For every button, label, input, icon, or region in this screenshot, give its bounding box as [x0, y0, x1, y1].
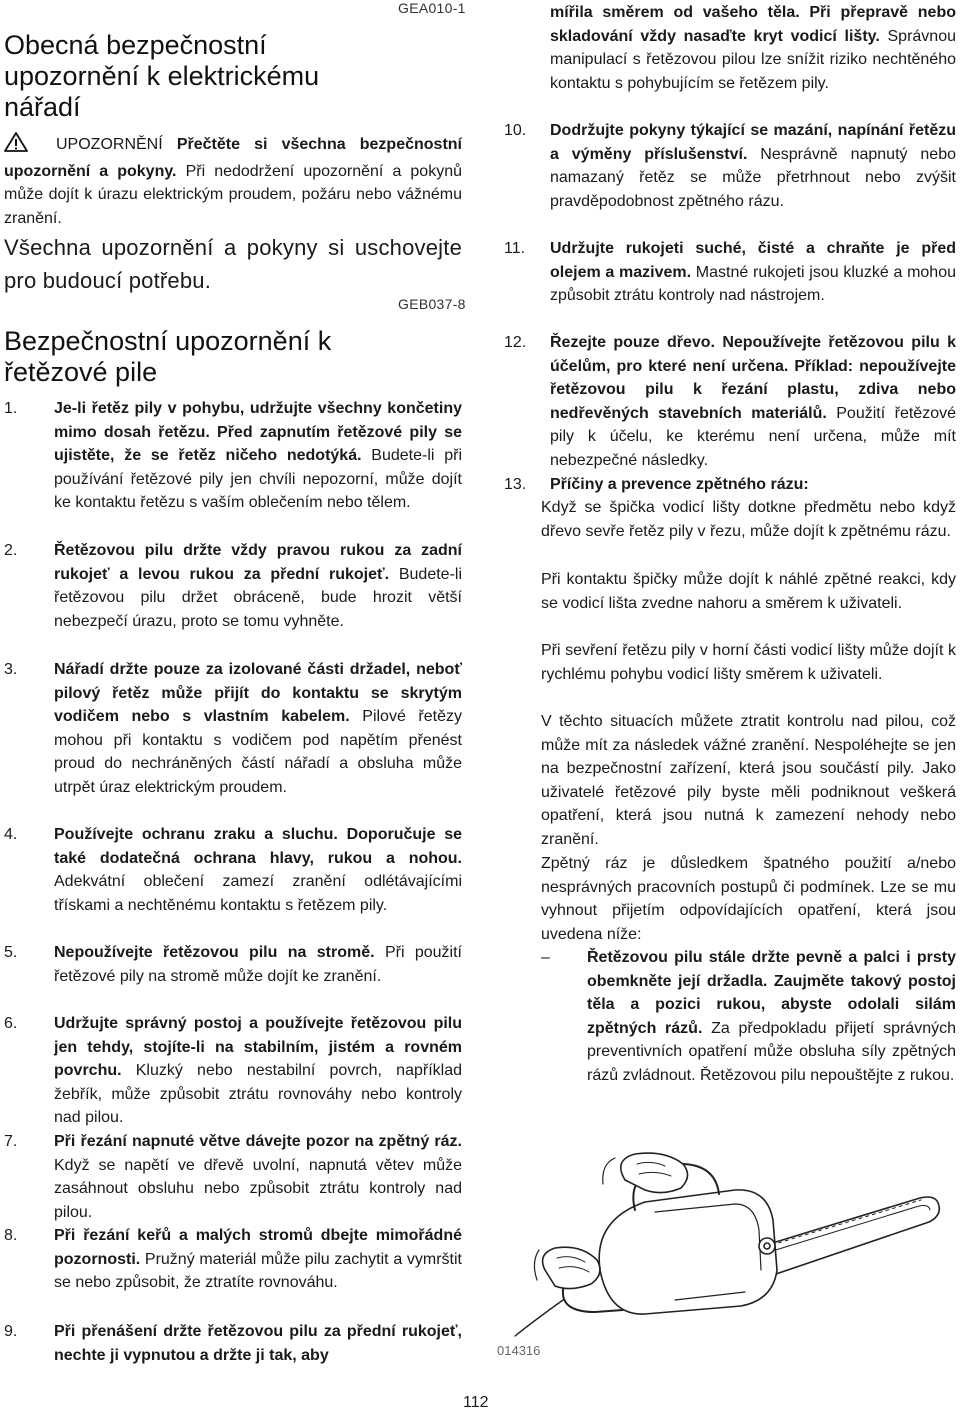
- item-text: Mastné rukojeti jsou kluzké a mohou způsobit ztrátu kontroly nad nástrojem.: [550, 263, 956, 304]
- safety-item: [4, 941, 462, 988]
- warning-paragraph: [4, 132, 462, 230]
- safety-item: [4, 1320, 462, 1367]
- item-bold: Nepoužívejte řetězovou pilu na stromě.: [54, 944, 375, 961]
- item-bold: Při řezání keřů a malých stromů dbejte mimořádné pozornosti.: [54, 1227, 462, 1268]
- item-bold: Udržujte rukojeti suché, čisté a chraňte je před olejem a mazivem.: [550, 240, 956, 281]
- general-title-line: Obecná bezpečnostní: [4, 30, 267, 60]
- item-number: 9.: [4, 1323, 18, 1340]
- safety-item: [4, 823, 462, 917]
- item-text: Pilové řetězy mohou při kontaktu s vodičem pod napětím přenést proud do nechráněných částí nářadí a obsluha může utrpět úraz elektrickým proudem.: [54, 708, 462, 796]
- chainsaw-illustration: [505, 1150, 945, 1340]
- dash-marker: –: [541, 949, 550, 966]
- dash-list-item: [541, 946, 956, 1087]
- item-bold: Při přenášení držte řetězovou pilu za přední rukojeť, nechte ji vypnutou a držte ji tak, aby: [54, 1323, 462, 1364]
- item-bold: Řetězovou pilu stále držte pevně a palci i prsty obemkněte její držadla. Zaujměte takový postoj těla a pozici rukou, abyste odolali silám zpětných rázů.: [587, 949, 956, 1037]
- safety-item: [4, 658, 462, 799]
- warning-bold-text: Přečtěte si všechna bezpečnostní upozornění a pokyny.: [4, 136, 462, 180]
- safety-item: [504, 119, 956, 213]
- item-number: 1.: [4, 400, 18, 417]
- item-number: 6.: [4, 1015, 18, 1032]
- kickback-paragraph: Když se špička vodicí lišty dotkne předmětu nebo když dřevo sevře řetěz pily v řezu, může dojít k zpětnému rázu.: [541, 499, 956, 540]
- general-title: [4, 30, 319, 123]
- page-number: 112: [463, 1394, 489, 1411]
- item-number: 2.: [4, 542, 18, 559]
- item-number: 3.: [4, 661, 18, 678]
- item-text: Kluzký nebo nestabilní povrch, například žebřík, může způsobit ztrátu rovnováhy nebo kontroly nad pilou.: [54, 1062, 462, 1126]
- item-bold: Řetězovou pilu držte vždy pravou rukou za zadní rukojeť a levou rukou za přední rukojeť.: [54, 542, 462, 583]
- item-text: Za předpokladu přijetí správných preventivních opatření může obsluha síly zpětných rázů zvládnout. Řetězovou pilu nepouštějte z rukou.: [587, 1019, 956, 1084]
- safety-item: [4, 397, 462, 515]
- safety-item: [4, 1224, 462, 1295]
- item-number: 11.: [504, 240, 526, 257]
- general-title-line: nářadí: [4, 92, 81, 122]
- kickback-paragraph: Při sevření řetězu pily v horní části vodicí lišty může dojít k rychlému pohybu vodicí lišty směrem k uživateli.: [541, 642, 956, 683]
- item-text: Při použití řetězové pily na stromě může dojít ke zranění.: [54, 944, 462, 985]
- item-text: Budete-li řetězovou pilu držet obráceně, bude hrozit větší nebezpečí úrazu, proto se tomu vyhněte.: [54, 565, 463, 630]
- kickback-paragraph: V těchto situacích můžete ztratit kontrolu nad pilou, což může mít za následek vážné zranění. Nespoléhejte se jen na bezpečnostní zařízení, která jsou součástí pily. Jako uživatelé řetězové pily byste měli podniknout veškerá opatření, která jsou nutná k zamezení nehody nebo zranění.: [541, 713, 956, 848]
- item-bold: Je-li řetěz pily v pohybu, udržujte všechny končetiny mimo dosah řetězu. Před zapnutím řetězové pily se ujistěte, že se řetěz ničeho nedotýká.: [54, 400, 462, 464]
- item-number: 12.: [504, 334, 527, 351]
- section-code-gea: GEA010-1: [398, 0, 466, 16]
- item-bold: Používejte ochranu zraku a sluchu. Doporučuje se také dodatečná ochrana hlavy, rukou a nohou.: [54, 826, 462, 867]
- item-text: Pružný materiál může pilu zachytit a vymrštit se nebo způsobit, že ztratíte rovnováhu.: [54, 1250, 462, 1291]
- safety-item: [4, 1130, 462, 1224]
- item-number: 8.: [4, 1227, 18, 1244]
- chainsaw-title: [4, 326, 331, 388]
- figure-code: 014316: [497, 1343, 541, 1358]
- section-code-geb: GEB037-8: [398, 296, 466, 312]
- safety-item: [504, 237, 956, 308]
- item-bold: mířila směrem od vašeho těla. Při přepravě nebo skladování vždy nasaďte kryt vodicí lišty.: [550, 4, 956, 45]
- item-bold: Při řezání napnuté větve dávejte pozor na zpětný ráz.: [54, 1133, 462, 1150]
- chainsaw-title-line: Bezpečnostní upozornění k: [4, 326, 332, 356]
- item-number: 13.: [504, 476, 527, 493]
- item-text: Nesprávně napnutý nebo namazaný řetěz se může přetrhnout nebo zvýšit pravděpodobnost zpětného rázu.: [550, 145, 956, 210]
- item-text: Použití řetězové pily k účelu, ke kterému není určena, může mít nebezpečné následky.: [550, 404, 956, 469]
- chainsaw-title-line: řetězové pile: [4, 357, 158, 387]
- item-9-continuation: [550, 1, 956, 95]
- item-text: Budete-li při používání řetězové pily jen chvíli nepozorní, může dojít ke kontaktu řetězu s vaším oblečením nebo tělem.: [54, 447, 462, 511]
- safety-item: [504, 331, 956, 472]
- item-bold: Řezejte pouze dřevo. Nepoužívejte řetězovou pilu k účelům, pro které není určena. Příklad: nepoužívejte řetězovou pilu k řezání plastu, zdiva nebo nedřevěných stavebních materiálů.: [550, 334, 956, 422]
- warning-triangle-icon: [4, 132, 28, 160]
- general-title-line: upozornění k elektrickému: [4, 61, 320, 91]
- item-number: 4.: [4, 826, 18, 843]
- item-bold: Příčiny a prevence zpětného rázu:: [550, 476, 809, 493]
- item-text: Když se napětí ve dřevě uvolní, napnutá větev může zasáhnout obsluhu nebo způsobit ztrátu kontroly nad pilou.: [54, 1156, 462, 1221]
- item-bold: Udržujte správný postoj a používejte řetězovou pilu jen tehdy, stojíte-li na stabilním, jistém a rovném povrchu.: [54, 1015, 462, 1079]
- warning-body-text: Při nedodržení upozornění a pokynů může dojít k úrazu elektrickým proudem, požáru nebo vážnému zranění.: [4, 162, 462, 227]
- item-bold: Dodržujte pokyny týkající se mazání, napínání řetězu a výměny příslušenství.: [550, 122, 956, 163]
- kickback-paragraph: Při kontaktu špičky může dojít k náhlé zpětné reakci, kdy se vodicí lišta zvedne nahoru a směrem k uživateli.: [541, 571, 956, 612]
- item-text: Správnou manipulací s řetězovou pilou lze snížit riziko nechtěného kontaktu s pohybujícím se řetězem pily.: [550, 27, 956, 92]
- keep-instructions: Všechna upozornění a pokyny si uschovejte pro budoucí potřebu.: [4, 235, 462, 293]
- item-number: 10.: [504, 122, 527, 139]
- warning-label: UPOZORNĚNÍ: [56, 136, 163, 153]
- safety-item: [4, 539, 462, 633]
- item-bold: Nářadí držte pouze za izolované části držadel, neboť pilový řetěz může přijít do kontaktu se skrytým vodičem nebo s vlastním kabelem.: [54, 661, 462, 725]
- item-number: 5.: [4, 944, 18, 961]
- safety-item: [504, 473, 956, 497]
- safety-item: [4, 1012, 462, 1130]
- kickback-paragraph: Zpětný ráz je důsledkem špatného použití a/nebo nesprávných pracovních postupů či podmínek. Lze se mu vyhnout přijetím odpovídajících opatření, která jsou uvedena níže:: [541, 855, 956, 943]
- item-text: Adekvátní oblečení zamezí zranění odlétávajícími třískami a nechtěnému kontaktu s řetězem pily.: [54, 873, 462, 914]
- item-number: 7.: [4, 1133, 18, 1150]
